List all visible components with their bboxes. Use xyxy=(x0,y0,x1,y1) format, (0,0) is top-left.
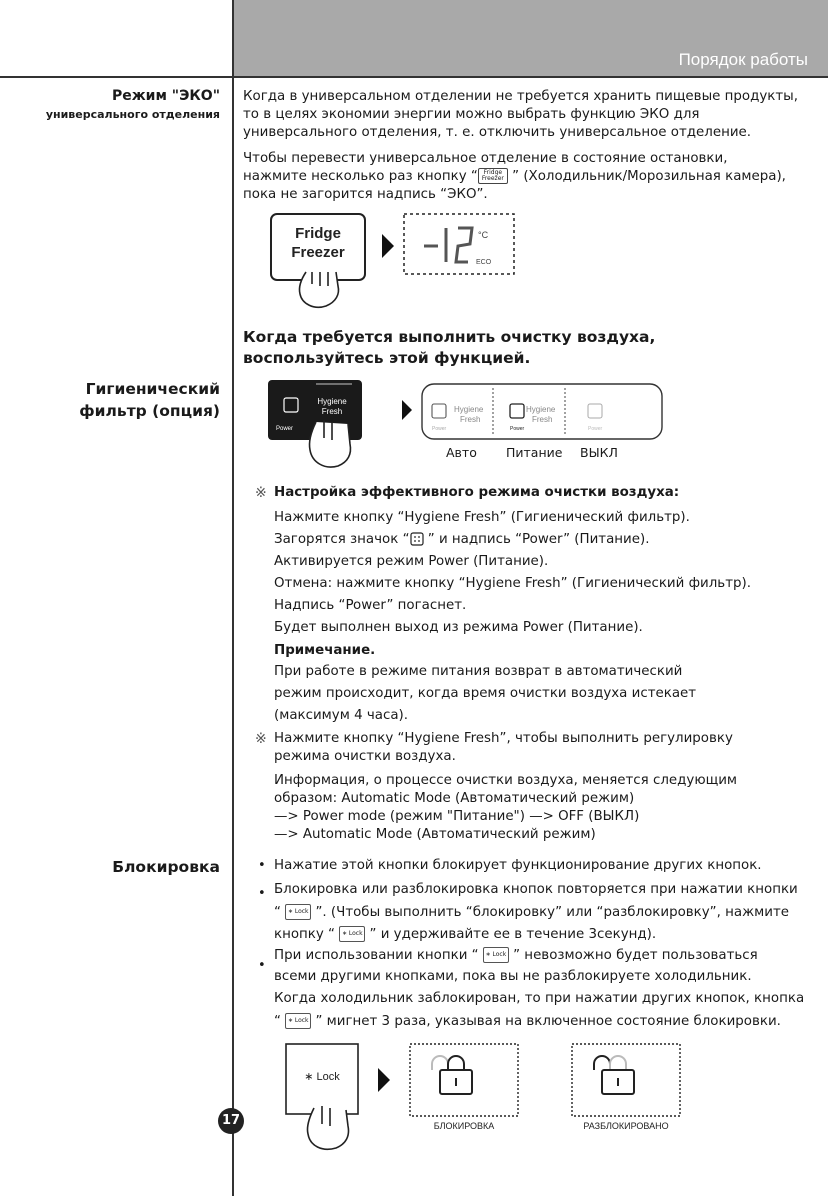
adjust-line-2: режима очистки воздуха. xyxy=(274,749,456,764)
lock-bullet-2-line-2 xyxy=(274,904,789,920)
lock-text: ” и удерживайте ее в течение 3секунд). xyxy=(365,927,657,942)
unlock-segment xyxy=(432,1056,448,1070)
auto-hygiene-label: Hygiene xyxy=(454,405,484,414)
hygiene-label-line-1: Гигиенический xyxy=(85,380,220,398)
hygiene-line-2 xyxy=(274,532,649,547)
display-eco: ECO xyxy=(476,259,492,266)
adjust-line-1: Нажмите кнопку “Hygiene Fresh”, чтобы выполнить регулировку xyxy=(274,731,733,746)
lock-bullet-3-line-2: всеми другими кнопками, пока вы не разблокируете холодильник. xyxy=(274,969,752,984)
lock-key-icon: ∗ Lock xyxy=(339,926,365,942)
hygiene-line-4: Отмена: нажмите кнопку “Hygiene Fresh” (Гигиенический фильтр). xyxy=(274,576,751,591)
column-divider xyxy=(232,0,234,1196)
note-line-3: (максимум 4 часа). xyxy=(274,708,409,723)
eco-paragraph-2-line-2 xyxy=(243,168,786,186)
hand-pointer-icon xyxy=(299,272,338,307)
auto-power-label: Power xyxy=(432,426,447,432)
unlock-segment xyxy=(594,1056,610,1070)
note-title: Примечание. xyxy=(274,643,376,658)
info-line-2: образом: Automatic Mode (Автоматический режим) xyxy=(274,791,635,806)
eco-label: Режим "ЭКО" xyxy=(111,88,220,104)
display-digit-segments xyxy=(446,228,472,262)
unlocked-caption: РАЗБЛОКИРОВАНО xyxy=(583,1121,669,1131)
key-fridge: Fridge xyxy=(483,169,503,176)
eco-text: нажмите несколько раз кнопку “ xyxy=(243,169,478,184)
button-hygiene-label: Hygiene xyxy=(317,397,347,406)
eco-paragraph-2-line-3: пока не загорится надпись “ЭКО”. xyxy=(243,187,488,202)
lock-text: “ xyxy=(274,1014,286,1029)
note-mark-icon: ※ xyxy=(255,485,267,501)
button-fridge-label: Fridge xyxy=(295,225,341,242)
hygiene-text: ” и надпись “Power” (Питание). xyxy=(423,532,650,547)
lock-bullet-2-line-1: Блокировка или разблокировка кнопок повторяется при нажатии кнопки xyxy=(274,882,798,897)
lock-text: ” невозможно будет пользоваться xyxy=(508,948,758,963)
lock-label: Блокировка xyxy=(112,858,220,876)
hygiene-label-line-2: фильтр (опция) xyxy=(79,402,220,420)
hygiene-line-3: Активируется режим Power (Питание). xyxy=(274,554,549,569)
mode-power-label: Питание xyxy=(506,445,563,460)
lock-button-label: ∗ Lock xyxy=(304,1071,340,1083)
info-line-3: —> Power mode (режим "Питание") —> OFF (ВЫКЛ) xyxy=(274,809,640,824)
button-fresh-label: Fresh xyxy=(321,407,343,416)
lock-text: кнопку “ xyxy=(274,927,340,942)
hygiene-diagram xyxy=(266,374,666,484)
arrow-right-icon xyxy=(402,400,412,420)
lock-text: ”. (Чтобы выполнить “блокировку” или “разблокировку”, нажмите xyxy=(311,905,789,920)
lock-bullet-3-line-1 xyxy=(274,947,758,963)
arrow-right-icon xyxy=(382,234,394,258)
hand-pointer-icon xyxy=(307,1106,348,1149)
info-line-4: —> Automatic Mode (Автоматический режим) xyxy=(274,827,596,842)
lock-bullet-2-line-3 xyxy=(274,926,656,942)
power-power-label: Power xyxy=(510,426,525,432)
note-line-1: При работе в режиме питания возврат в автоматический xyxy=(274,664,683,679)
off-power-label: Power xyxy=(588,426,603,432)
page-number: 17 xyxy=(218,1108,244,1134)
fridge-freezer-key-icon xyxy=(478,168,508,184)
lock-text: “ xyxy=(274,905,286,920)
hand-pointer-icon xyxy=(309,420,350,467)
key-freezer: Freezer xyxy=(481,175,504,182)
bullet: • xyxy=(258,958,266,973)
mode-off-label: ВЫКЛ xyxy=(580,445,618,460)
eco-text: ” (Холодильник/Морозильная камера), xyxy=(507,169,786,184)
power-hygiene-label: Hygiene xyxy=(526,405,556,414)
arrow-right-icon xyxy=(378,1068,390,1092)
mode-auto-label: Авто xyxy=(446,445,477,460)
eco-sublabel: универсального отделения xyxy=(45,108,220,121)
air-heading-line-2: воспользуйтесь этой функцией. xyxy=(243,349,531,367)
display-degree: °C xyxy=(478,230,489,240)
note-line-2: режим происходит, когда время очистки воздуха истекает xyxy=(274,686,697,701)
lock-key-icon: ∗ Lock xyxy=(285,1013,311,1029)
hygiene-text: Загорятся значок “ xyxy=(274,532,410,547)
page-title: Порядок работы xyxy=(678,50,808,69)
power-fresh-label: Fresh xyxy=(532,415,553,424)
hygiene-line-5: Надпись “Power” погаснет. xyxy=(274,598,467,613)
note-mark-icon: ※ xyxy=(255,731,267,747)
header-divider xyxy=(0,76,828,78)
info-line-1: Информация, о процессе очистки воздуха, меняется следующим xyxy=(274,773,738,788)
bullet: • xyxy=(258,886,266,901)
lock-bullet-3-line-3: Когда холодильник заблокирован, то при нажатии других кнопок, кнопка xyxy=(274,991,805,1006)
air-heading-line-1: Когда требуется выполнить очистку воздуха, xyxy=(243,328,656,346)
bullet: • xyxy=(258,858,266,873)
eco-display xyxy=(404,214,514,274)
lock-key-icon: ∗ Lock xyxy=(483,947,509,963)
button-freezer-label: Freezer xyxy=(291,244,345,261)
eco-diagram xyxy=(262,206,524,318)
auto-fresh-label: Fresh xyxy=(460,415,481,424)
locked-caption: БЛОКИРОВКА xyxy=(433,1121,495,1131)
lock-bullet-3-line-4 xyxy=(274,1013,781,1029)
hygiene-line-6: Будет выполнен выход из режима Power (Питание). xyxy=(274,620,643,635)
hygiene-line-1: Нажмите кнопку “Hygiene Fresh” (Гигиенический фильтр). xyxy=(274,510,690,525)
eco-paragraph-1: Когда в универсальном отделении не требуется хранить пищевые продукты, то в целях экономии энергии можно выбрать функцию ЭКО для универсального отделения, т. е. отключить универсальное отделение. xyxy=(243,89,798,140)
button-power-label: Power xyxy=(276,426,294,432)
lock-segment xyxy=(610,1056,626,1070)
lock-text: При использовании кнопки “ xyxy=(274,948,483,963)
lock-text: ” мигнет 3 раза, указывая на включенное состояние блокировки. xyxy=(311,1014,781,1029)
grid-icon xyxy=(410,532,424,546)
lock-key-icon: ∗ Lock xyxy=(285,904,311,920)
eco-paragraph-2-line-1: Чтобы перевести универсальное отделение в состояние остановки, xyxy=(243,151,728,166)
lock-bullet-1: Нажатие этой кнопки блокирует функционирование других кнопок. xyxy=(274,858,762,873)
lock-segment xyxy=(448,1056,464,1070)
lock-diagram xyxy=(282,1040,702,1190)
hygiene-settings-title: Настройка эффективного режима очистки воздуха: xyxy=(274,485,680,500)
